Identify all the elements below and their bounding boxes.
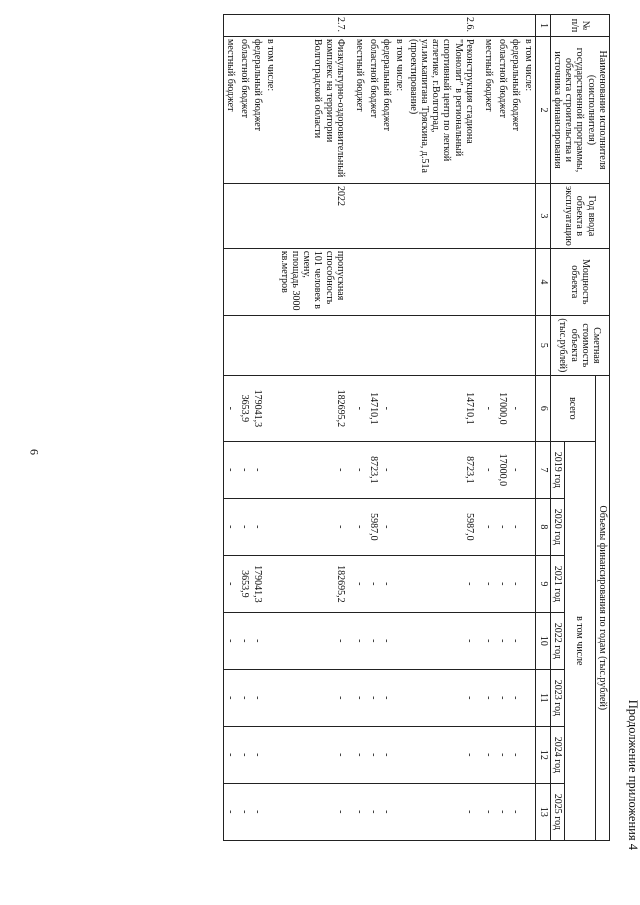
header-year-col: 2025 год — [550, 783, 564, 840]
row-year — [251, 184, 264, 249]
row-year — [380, 184, 393, 249]
row-cost — [264, 315, 277, 375]
row-cost — [495, 315, 508, 375]
row-year-value: - — [224, 669, 238, 726]
row-year-value — [393, 498, 406, 555]
row-year-value — [264, 669, 277, 726]
table-row — [495, 15, 508, 841]
row-year-value: - — [509, 441, 522, 498]
financing-table — [223, 14, 610, 841]
row-cost — [237, 315, 250, 375]
row-power — [237, 248, 250, 315]
column-number: 13 — [536, 783, 550, 840]
row-power — [406, 248, 482, 315]
row-year-value: - — [380, 498, 393, 555]
row-cost — [406, 315, 482, 375]
row-power — [380, 248, 393, 315]
row-power — [509, 248, 522, 315]
row-cost — [251, 315, 264, 375]
column-number: 6 — [536, 375, 550, 441]
row-name: местный бюджет — [224, 37, 238, 184]
row-year-value — [393, 441, 406, 498]
row-year — [509, 184, 522, 249]
column-number: 5 — [536, 315, 550, 375]
row-cost — [380, 315, 393, 375]
row-year-value — [522, 612, 536, 669]
column-number: 12 — [536, 726, 550, 783]
row-year-value: - — [482, 726, 495, 783]
row-year-value: - — [224, 555, 238, 612]
row-total: - — [482, 375, 495, 441]
row-year-value: - — [380, 783, 393, 840]
row-year-value — [264, 441, 277, 498]
row-power: пропускная способность 101 человек в смену, площадь 3000 кв.метров — [277, 248, 353, 315]
row-number — [522, 15, 536, 37]
row-year-value: - — [380, 726, 393, 783]
column-numbers-row — [536, 15, 550, 841]
row-year-value: - — [251, 726, 264, 783]
row-power — [393, 248, 406, 315]
row-total: - — [224, 375, 238, 441]
table-row — [522, 15, 536, 841]
row-year-value: - — [237, 498, 250, 555]
row-year-value: 8723,1 — [366, 441, 379, 498]
row-year-value: - — [277, 726, 353, 783]
header-name: Наименование исполнителя (соисполнителя) государственной программы, объекта строительства и источника финансирования — [550, 37, 609, 184]
row-year-value: - — [482, 783, 495, 840]
row-year-value: - — [482, 612, 495, 669]
row-name: в том числе: — [522, 37, 536, 184]
row-number — [264, 15, 277, 37]
row-year-value: 8723,1 — [406, 441, 482, 498]
table-row — [353, 15, 366, 841]
row-year-value — [264, 612, 277, 669]
rotated-page-content — [125, 0, 640, 860]
row-year-value: - — [237, 612, 250, 669]
row-number — [224, 15, 238, 37]
header-year-col: 2019 год — [550, 441, 564, 498]
row-year-value: - — [353, 669, 366, 726]
row-year-value: - — [495, 669, 508, 726]
row-year-value: - — [224, 612, 238, 669]
column-number: 8 — [536, 498, 550, 555]
row-total: 179041,3 — [251, 375, 264, 441]
row-year-value: - — [495, 783, 508, 840]
row-year-value: - — [277, 783, 353, 840]
row-number — [509, 15, 522, 37]
row-name: местный бюджет — [353, 37, 366, 184]
row-year-value — [522, 783, 536, 840]
row-name: Физкультурно-оздоровительный комплекс на территории Волгоградской области — [277, 37, 353, 184]
row-total — [522, 375, 536, 441]
row-name: федеральный бюджет — [380, 37, 393, 184]
row-name: областной бюджет — [366, 37, 379, 184]
row-number — [482, 15, 495, 37]
row-year-value: - — [353, 555, 366, 612]
row-year-value: - — [509, 726, 522, 783]
row-power — [495, 248, 508, 315]
row-name: федеральный бюджет — [509, 37, 522, 184]
row-power — [353, 248, 366, 315]
table-row — [482, 15, 495, 841]
row-total — [264, 375, 277, 441]
row-year-value: - — [406, 726, 482, 783]
column-number: 9 — [536, 555, 550, 612]
row-year — [224, 184, 238, 249]
column-number: 2 — [536, 37, 550, 184]
header-year-col: 2024 год — [550, 726, 564, 783]
row-year-value — [393, 669, 406, 726]
table-row — [509, 15, 522, 841]
row-year-value: - — [251, 612, 264, 669]
page-number: 6 — [27, 449, 42, 455]
table-row — [366, 15, 379, 841]
row-name: в том числе: — [393, 37, 406, 184]
row-year-value: - — [495, 498, 508, 555]
row-cost — [224, 315, 238, 375]
row-year-value: - — [366, 555, 379, 612]
row-year-value: 5987,0 — [406, 498, 482, 555]
row-name: областной бюджет — [495, 37, 508, 184]
row-year-value — [393, 726, 406, 783]
row-year-value: - — [224, 441, 238, 498]
row-year-value: - — [237, 669, 250, 726]
row-year-value: - — [353, 726, 366, 783]
row-year-value: - — [509, 555, 522, 612]
row-power — [251, 248, 264, 315]
row-year-value: - — [380, 669, 393, 726]
row-year-value — [264, 498, 277, 555]
header-year-col: 2023 год — [550, 669, 564, 726]
header-num: № п/п — [550, 15, 609, 37]
row-year-value: - — [380, 612, 393, 669]
row-year-value: - — [495, 555, 508, 612]
row-year-value — [264, 555, 277, 612]
row-year-value: - — [495, 726, 508, 783]
row-number — [495, 15, 508, 37]
row-year-value: - — [406, 669, 482, 726]
row-year-value: - — [366, 726, 379, 783]
header-total: всего — [550, 375, 595, 441]
row-year-value: - — [277, 612, 353, 669]
column-number: 11 — [536, 669, 550, 726]
row-power — [482, 248, 495, 315]
row-year-value — [264, 783, 277, 840]
row-year-value: - — [237, 783, 250, 840]
row-year-value: - — [482, 669, 495, 726]
row-year-value: - — [353, 783, 366, 840]
row-total: - — [509, 375, 522, 441]
row-year-value: - — [353, 498, 366, 555]
header-cost: Сметная стоимость объекта (тыс.рублей) — [550, 315, 609, 375]
row-year-value: 179041,3 — [251, 555, 264, 612]
header-power: Мощность объекта — [550, 248, 609, 315]
row-number — [393, 15, 406, 37]
row-year-value — [393, 612, 406, 669]
row-year-value: 3653,9 — [237, 555, 250, 612]
row-total: 14710,1 — [366, 375, 379, 441]
row-name: в том числе: — [264, 37, 277, 184]
table-row — [393, 15, 406, 841]
header-funding: Объемы финансирования по годам (тыс.рублей) — [595, 375, 609, 840]
table-row — [380, 15, 393, 841]
row-year-value — [393, 783, 406, 840]
row-power — [522, 248, 536, 315]
row-year-value — [522, 555, 536, 612]
row-year — [366, 184, 379, 249]
row-cost — [353, 315, 366, 375]
row-number: 2.6. — [406, 15, 482, 37]
row-year-value: - — [353, 441, 366, 498]
row-cost — [277, 315, 353, 375]
row-number — [366, 15, 379, 37]
row-year — [482, 184, 495, 249]
row-cost — [509, 315, 522, 375]
header-including: в том числе — [564, 441, 595, 840]
row-cost — [522, 315, 536, 375]
row-year-value: - — [366, 783, 379, 840]
row-year — [393, 184, 406, 249]
column-number: 3 — [536, 184, 550, 249]
column-number: 10 — [536, 612, 550, 669]
row-year-value: 182695,2 — [277, 555, 353, 612]
row-year-value: - — [509, 783, 522, 840]
row-power — [366, 248, 379, 315]
row-cost — [482, 315, 495, 375]
table-row — [277, 15, 353, 841]
row-name: Реконструкция стадиона "Монолит" в региональный спортивный центр по легкой атлетике, г.Волгоград, ул.им.капитана Тряскина, д.51а (проектирование) — [406, 37, 482, 184]
row-year-value: 5987,0 — [366, 498, 379, 555]
row-year-value: - — [277, 669, 353, 726]
column-number: 4 — [536, 248, 550, 315]
table-row — [406, 15, 482, 841]
row-year-value: - — [251, 441, 264, 498]
row-cost — [393, 315, 406, 375]
row-year-value: - — [406, 612, 482, 669]
row-power — [264, 248, 277, 315]
row-name: местный бюджет — [482, 37, 495, 184]
row-year-value: - — [224, 726, 238, 783]
row-year-value — [264, 726, 277, 783]
row-total: 17000,0 — [495, 375, 508, 441]
table-row — [224, 15, 238, 841]
row-total: 182695,2 — [277, 375, 353, 441]
column-number: 7 — [536, 441, 550, 498]
row-number — [380, 15, 393, 37]
row-year-value: - — [353, 612, 366, 669]
row-year-value — [522, 441, 536, 498]
row-total — [393, 375, 406, 441]
row-year-value: - — [224, 783, 238, 840]
row-year-value: - — [406, 783, 482, 840]
row-year-value: - — [277, 498, 353, 555]
row-year-value: - — [482, 555, 495, 612]
row-year — [495, 184, 508, 249]
table-body — [224, 15, 536, 841]
row-number — [251, 15, 264, 37]
header-year-col: 2021 год — [550, 555, 564, 612]
row-year-value: - — [224, 498, 238, 555]
row-year-value: - — [277, 441, 353, 498]
header-year: Год ввода объекта в эксплуатацию — [550, 184, 609, 249]
table-row — [264, 15, 277, 841]
table-caption: Продолжение приложения 4 — [626, 699, 640, 850]
table-row — [251, 15, 264, 841]
row-total: - — [353, 375, 366, 441]
row-year-value — [522, 498, 536, 555]
row-year-value: - — [482, 441, 495, 498]
row-number: 2.7. — [277, 15, 353, 37]
row-year — [522, 184, 536, 249]
row-year-value: - — [366, 612, 379, 669]
row-year — [264, 184, 277, 249]
row-year-value — [393, 555, 406, 612]
row-name: федеральный бюджет — [251, 37, 264, 184]
row-total: 14710,1 — [406, 375, 482, 441]
row-year-value: - — [251, 783, 264, 840]
row-cost — [366, 315, 379, 375]
row-year-value: - — [495, 612, 508, 669]
row-number — [237, 15, 250, 37]
row-year-value: - — [406, 555, 482, 612]
row-year — [353, 184, 366, 249]
row-number — [353, 15, 366, 37]
row-year-value: 17000,0 — [495, 441, 508, 498]
row-year — [406, 184, 482, 249]
row-year: 2022 — [277, 184, 353, 249]
row-name: областной бюджет — [237, 37, 250, 184]
row-total: - — [380, 375, 393, 441]
row-year-value: - — [366, 669, 379, 726]
row-year-value: - — [380, 441, 393, 498]
row-year-value: - — [482, 498, 495, 555]
row-year — [237, 184, 250, 249]
row-year-value: - — [509, 669, 522, 726]
row-year-value: - — [509, 612, 522, 669]
row-year-value: - — [380, 555, 393, 612]
row-year-value — [522, 726, 536, 783]
column-number: 1 — [536, 15, 550, 37]
row-power — [224, 248, 238, 315]
row-year-value: - — [237, 726, 250, 783]
row-year-value — [522, 669, 536, 726]
row-total: 3653,9 — [237, 375, 250, 441]
row-year-value: - — [251, 498, 264, 555]
table-row — [237, 15, 250, 841]
header-year-col: 2022 год — [550, 612, 564, 669]
header-year-col: 2020 год — [550, 498, 564, 555]
row-year-value: - — [237, 441, 250, 498]
row-year-value: - — [251, 669, 264, 726]
row-year-value: - — [509, 498, 522, 555]
